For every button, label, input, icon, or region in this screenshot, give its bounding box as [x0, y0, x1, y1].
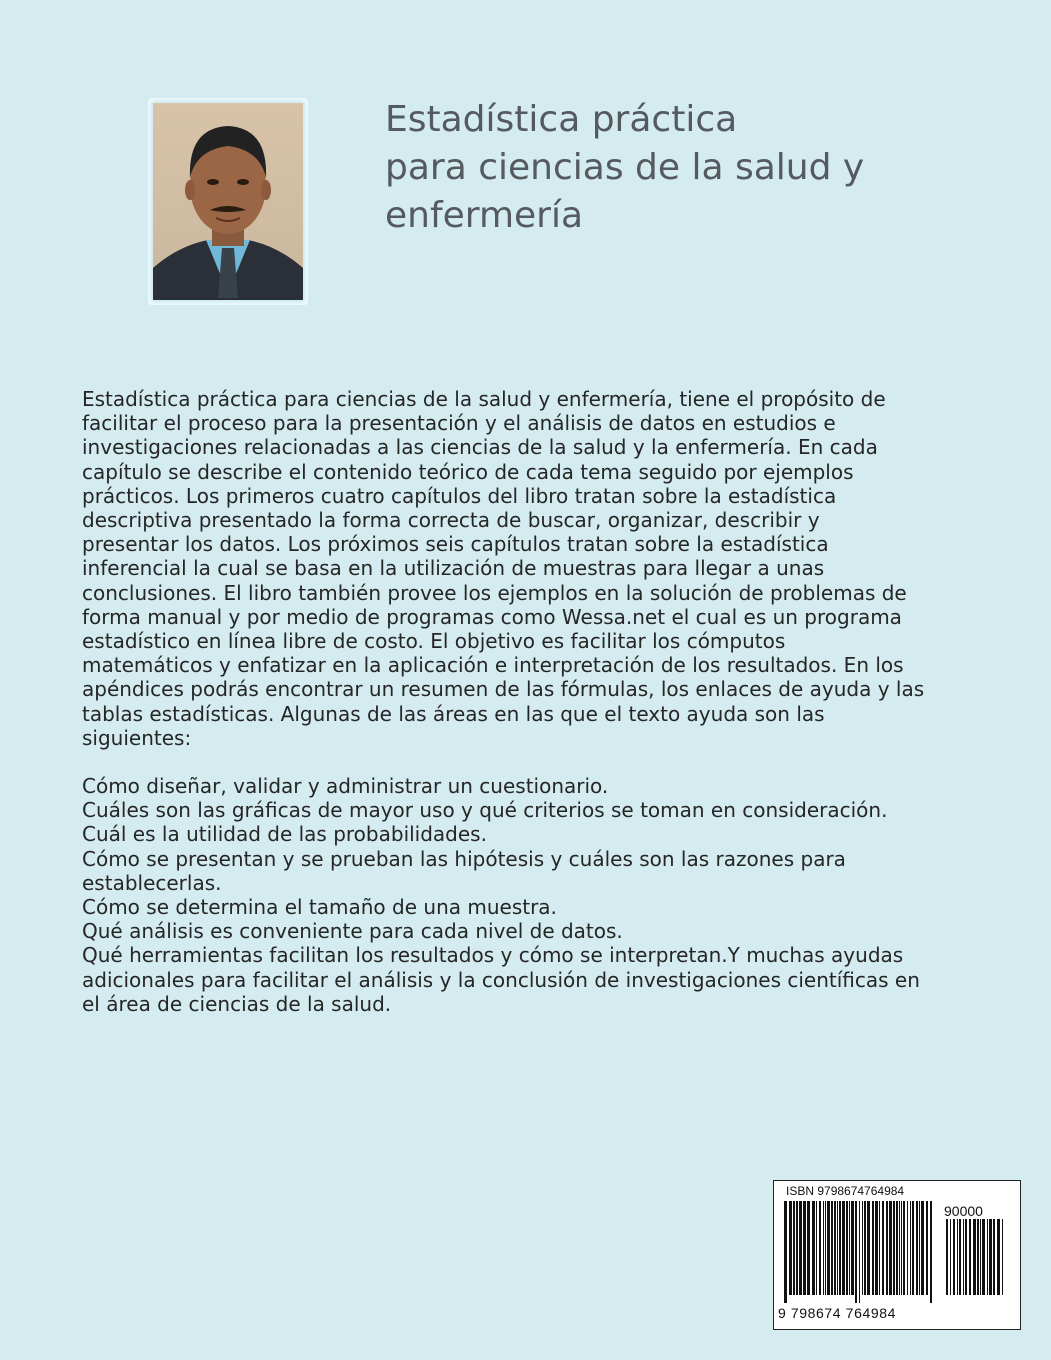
- barcode-bar: [879, 1201, 880, 1295]
- author-photo: [148, 98, 308, 305]
- barcode-bar: [919, 1201, 920, 1295]
- description-line: capítulo se describe el contenido teórico de cada tema seguido por ejemplos: [82, 459, 854, 484]
- barcode-bar: [799, 1201, 802, 1295]
- topic-line: establecerlas.: [82, 870, 222, 895]
- barcode-bar: [930, 1201, 932, 1303]
- barcode-bar: [987, 1219, 988, 1295]
- barcode-bar: [997, 1219, 1000, 1295]
- description-line: matemáticos y enfatizar en la aplicación e interpretación de los resultados. En los: [82, 653, 904, 678]
- barcode-bar: [957, 1219, 958, 1295]
- barcode-bar: [901, 1201, 902, 1295]
- barcode-bar: [993, 1219, 995, 1295]
- barcode-bar: [969, 1219, 971, 1295]
- barcode-bar: [849, 1201, 850, 1295]
- barcode-bar: [864, 1201, 866, 1295]
- description-line: tablas estadísticas. Algunas de las áreas en las que el texto ayuda son las: [82, 701, 825, 726]
- barcode-bar: [812, 1201, 815, 1295]
- barcode-bar: [916, 1201, 918, 1295]
- barcode-bar: [851, 1201, 854, 1295]
- barcode-bar: [899, 1201, 900, 1295]
- book-description: [82, 387, 982, 1016]
- barcode-bar: [893, 1201, 895, 1295]
- isbn-label: ISBN 9798674764984: [786, 1184, 905, 1198]
- description-line: inferencial la cual se basa en la utilización de muestras para llegar a unas: [82, 556, 825, 581]
- barcode-bar: [837, 1201, 838, 1295]
- barcode-bar: [807, 1201, 810, 1295]
- barcode-bar: [950, 1219, 951, 1295]
- barcode-bar: [946, 1219, 948, 1295]
- barcode-bar: [825, 1201, 826, 1295]
- barcode-bar: [842, 1201, 845, 1295]
- barcode-bar: [823, 1201, 824, 1295]
- barcode-bar: [889, 1201, 892, 1295]
- barcode-bar: [796, 1201, 798, 1295]
- topic-line: adicionales para facilitar el análisis y la conclusión de investigaciones científicas en: [82, 967, 920, 992]
- topic-line: Qué análisis es conveniente para cada nivel de datos.: [82, 919, 623, 944]
- description-line: investigaciones relacionadas a las ciencias de la salud y la enfermería. En cada: [82, 435, 878, 460]
- barcode-bar: [846, 1201, 848, 1295]
- topic-line: el área de ciencias de la salud.: [82, 991, 392, 1016]
- barcode-bars: [782, 1201, 934, 1303]
- topic-line: Qué herramientas facilitan los resultados y cómo se interpretan.Y muchas ayudas: [82, 943, 904, 968]
- barcode-bar: [959, 1219, 961, 1295]
- barcode-bar: [834, 1201, 836, 1295]
- barcode-bar: [926, 1201, 928, 1295]
- book-title: [385, 96, 1005, 240]
- description-line: estadístico en línea libre de costo. El objetivo es facilitar los cómputos: [82, 629, 786, 654]
- description-line: prácticos. Los primeros cuatro capítulos del libro tratan sobre la estadística: [82, 483, 837, 508]
- description-line: facilitar el proceso para la presentación y el análisis de datos en estudios e: [82, 411, 836, 436]
- barcode-bar: [839, 1201, 841, 1295]
- barcode-bar: [831, 1201, 833, 1295]
- description-line: apéndices podrás encontrar un resumen de las fórmulas, los enlaces de ayuda y las: [82, 677, 925, 702]
- barcode-bar: [977, 1219, 979, 1295]
- barcode-bar: [965, 1219, 967, 1295]
- barcode-bar: [989, 1219, 992, 1295]
- topic-line: Cuál es la utilidad de las probabilidades.: [82, 822, 487, 847]
- barcode-bar: [973, 1219, 976, 1295]
- isbn-barcode: [773, 1180, 1021, 1330]
- isbn-digits: 9 798674 764984: [778, 1305, 896, 1321]
- barcode-bar: [872, 1201, 874, 1295]
- barcode-bar: [912, 1201, 914, 1295]
- barcode-bar: [980, 1219, 981, 1295]
- barcode-bar: [921, 1201, 924, 1295]
- barcode-bar: [963, 1219, 964, 1295]
- description-line: siguientes:: [82, 725, 192, 750]
- paragraph-gap: [82, 750, 982, 774]
- topic-line: Cómo se determina el tamaño de una muestra.: [82, 895, 557, 920]
- description-line: descriptiva presentado la forma correcta de buscar, organizar, describir y: [82, 508, 820, 533]
- barcode-bar: [816, 1201, 817, 1295]
- barcode-bar: [982, 1219, 985, 1295]
- description-line: forma manual y por medio de programas como Wessa.net el cual es un programa: [82, 604, 902, 629]
- price-code: 90000: [944, 1203, 983, 1219]
- barcode-bar: [907, 1201, 908, 1295]
- barcode-bar: [862, 1201, 863, 1295]
- barcode-bar: [784, 1201, 787, 1303]
- topic-line: Cómo se presentan y se prueban las hipótesis y cuáles son las razones para: [82, 846, 846, 871]
- description-line: Estadística práctica para ciencias de la salud y enfermería, tiene el propósito de: [82, 387, 886, 411]
- barcode-bar: [886, 1201, 888, 1295]
- barcode-bar: [1002, 1219, 1003, 1295]
- title-line: Estadística práctica: [385, 99, 738, 140]
- description-line: presentar los datos. Los próximos seis capítulos tratan sobre la estadística: [82, 532, 829, 557]
- barcode-bar: [903, 1201, 905, 1295]
- barcode-bar: [875, 1201, 878, 1295]
- barcode-bar: [793, 1201, 795, 1295]
- barcode-bar: [827, 1201, 830, 1295]
- title-line: para ciencias de la salud y: [385, 147, 865, 188]
- barcode-bar: [910, 1201, 911, 1295]
- title-line: enfermería: [385, 195, 584, 236]
- barcode-bar: [859, 1201, 860, 1303]
- barcode-bar: [789, 1201, 792, 1295]
- price-barcode-bars: [944, 1219, 1008, 1303]
- topic-line: Cuáles son las gráficas de mayor uso y qué criterios se toman en consideración.: [82, 798, 888, 823]
- barcode-bar: [803, 1201, 806, 1295]
- barcode-bar: [896, 1201, 898, 1295]
- barcode-bar: [953, 1219, 955, 1295]
- topic-line: Cómo diseñar, validar y administrar un cuestionario.: [82, 774, 609, 799]
- barcode-bar: [855, 1201, 857, 1303]
- barcode-bar: [867, 1201, 870, 1295]
- barcode-bar: [819, 1201, 821, 1295]
- description-line: conclusiones. El libro también provee los ejemplos en la solución de problemas de: [82, 580, 907, 605]
- barcode-bar: [882, 1201, 884, 1295]
